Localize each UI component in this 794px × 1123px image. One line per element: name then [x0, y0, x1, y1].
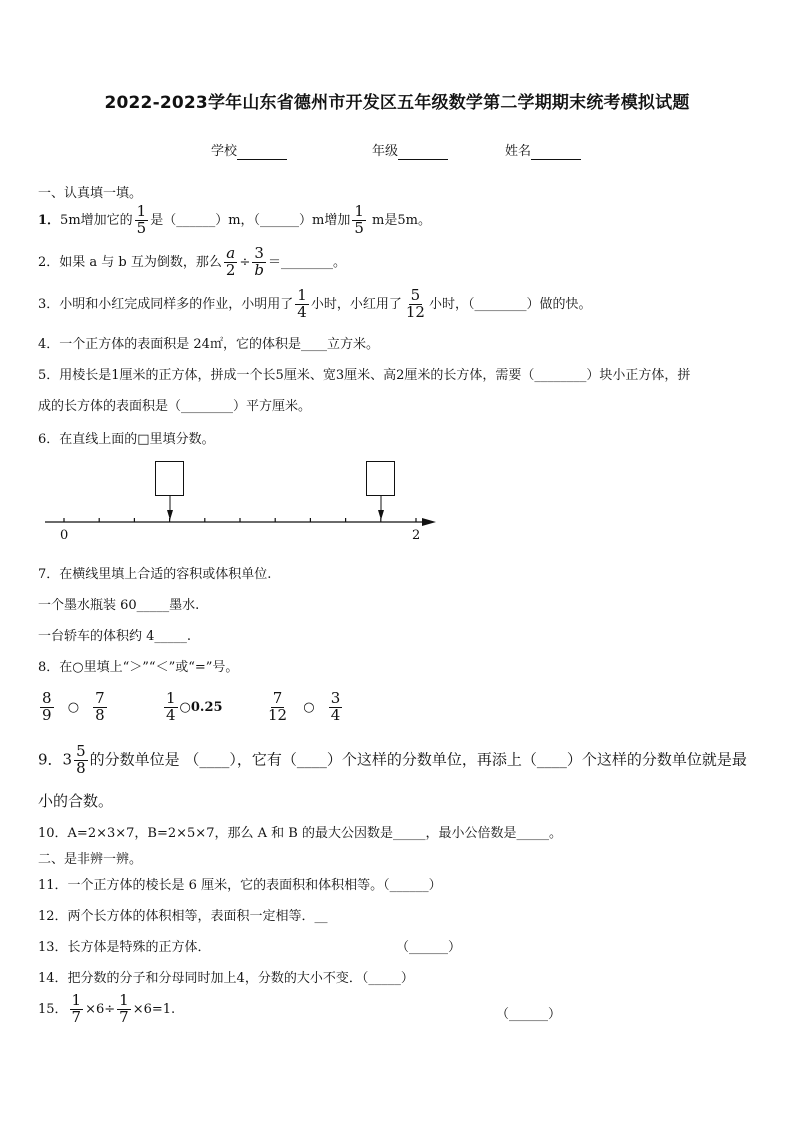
- fraction: $\frac{5}{8}$: [76, 742, 86, 777]
- fraction: $\frac{1}{7}$: [119, 991, 129, 1026]
- q2-text-a: 如果 a 与 b 互为倒数，那么: [59, 254, 222, 270]
- question-number: 10．: [38, 826, 68, 841]
- question-number: 9．: [38, 750, 63, 769]
- q7-item: 一台轿车的体积约 4_____.: [38, 629, 192, 644]
- q8-text: 在○里填上“＞”“＜”或“=”号。: [59, 660, 239, 675]
- question-number: 4．: [38, 337, 60, 352]
- fraction: $\frac{1}{5}$: [136, 202, 147, 237]
- q7-text: 在横线里填上合适的容积或体积单位.: [59, 567, 272, 582]
- number-line: [0, 0, 794, 560]
- question-number: 5．: [38, 368, 60, 383]
- q7-item: 一个墨水瓶装 60_____墨水.: [38, 598, 200, 613]
- compare-item: [38, 691, 109, 724]
- question-number: 6．: [38, 432, 60, 447]
- tick-label: 2: [412, 528, 421, 543]
- fraction: $\frac{5}{12}$: [405, 286, 425, 321]
- q12-text: 两个长方体的体积相等，表面积一定相等．__: [67, 909, 328, 924]
- arrow-icon: [422, 518, 436, 526]
- question-number: 7．: [38, 567, 60, 582]
- compare-item: [264, 691, 344, 724]
- q1-text-b: 是（______）m，（______）m增加: [150, 212, 351, 228]
- section-heading: 一、认真填一填。: [38, 186, 143, 201]
- q2-text-c: ＝________。: [267, 254, 346, 270]
- question-number: 13．: [38, 940, 68, 955]
- arrow-down-icon: [167, 510, 173, 520]
- fraction: $\frac{7}{12}$: [268, 689, 288, 724]
- grade-label: 年级: [372, 144, 399, 159]
- tick-label: 0: [60, 528, 69, 543]
- fraction: $\frac{8}{9}$: [42, 689, 52, 724]
- mixed-whole: 3: [62, 750, 73, 769]
- question-7: [38, 563, 271, 582]
- q11-text: 一个正方体的棱长是 6 厘米，它的表面积和体积相等。（______）: [67, 878, 442, 893]
- q14-text: 把分数的分子和分母同时加上4，分数的大小不变．（_____）: [67, 971, 414, 986]
- q3-text-c: 小时，（________）做的快。: [428, 296, 592, 312]
- section-heading: 二、是非辨一辨。: [38, 852, 143, 867]
- question-14: [38, 967, 414, 986]
- page-title: 2022-2023学年山东省德州市开发区五年级数学第二学期期末统考模拟试题: [104, 93, 690, 113]
- question-number: 15．: [38, 1001, 68, 1017]
- name-label: 姓名: [505, 144, 532, 159]
- question-12: [38, 905, 328, 924]
- compare-value: 0.25: [190, 699, 223, 715]
- question-number: 12．: [38, 909, 68, 924]
- fraction: $\frac{1}{5}$: [354, 202, 364, 237]
- compare-item: [162, 691, 223, 724]
- fraction: $\frac{1}{4}$: [166, 689, 176, 724]
- q10-text: A=2×3×7，B=2×5×7，那么 A 和 B 的最大公因数是_____，最小公倍数是_____。: [67, 826, 562, 841]
- fraction: $\frac{3}{b}$: [254, 244, 264, 279]
- question-number: 14．: [38, 971, 68, 986]
- fraction: $\frac{3}{4}$: [330, 689, 341, 724]
- q15-end: ×6=1.: [132, 1001, 176, 1017]
- question-15: [38, 993, 175, 1026]
- compare-circle[interactable]: ○: [179, 699, 191, 715]
- q9-text: 的分数单位是 （____），它有（____）个这样的分数单位，再添上（____）个这样的分数单位就是最: [89, 750, 747, 769]
- question-number: 2．: [38, 254, 60, 270]
- q1-text-c: m是5m。: [367, 212, 431, 228]
- fraction: $\frac{a}{2}$: [225, 244, 236, 279]
- q15-mid: ×6÷: [85, 1001, 116, 1017]
- answer-paren[interactable]: （______）: [396, 940, 462, 955]
- compare-circle[interactable]: ○: [303, 699, 315, 715]
- answer-paren[interactable]: （______）: [496, 1007, 562, 1022]
- question-number: 3．: [38, 296, 60, 312]
- q5-line1: 用棱长是1厘米的正方体，拼成一个长5厘米、宽3厘米、高2厘米的长方体，需要（________）块小正方体，拼: [59, 368, 691, 383]
- arrow-down-icon: [378, 510, 384, 520]
- fraction: $\frac{1}{7}$: [71, 991, 82, 1026]
- fraction: $\frac{1}{4}$: [297, 286, 307, 321]
- question-8: [38, 656, 238, 675]
- q6-text: 在直线上面的□里填分数。: [59, 432, 215, 447]
- question-5-cont: 成的长方体的表面积是（________）平方厘米。: [38, 399, 312, 414]
- school-label: 学校: [211, 144, 238, 159]
- q1-text-a: 5m增加它的: [60, 212, 133, 228]
- q13-text: 长方体是特殊的正方体．: [67, 940, 211, 955]
- q3-text-a: 小明和小红完成同样多的作业，小明用了: [59, 296, 294, 312]
- q4-text: 一个正方体的表面积是 24㎡，它的体积是____立方米。: [59, 337, 379, 352]
- question-9-cont: 小的合数。: [38, 792, 114, 810]
- question-11: [38, 874, 442, 893]
- question-number: 11．: [38, 878, 68, 893]
- compare-circle[interactable]: ○: [67, 699, 80, 715]
- question-number: 1．: [38, 212, 61, 228]
- question-9: [38, 744, 747, 777]
- fraction: $\frac{7}{8}$: [95, 689, 105, 724]
- question-13: [38, 936, 211, 955]
- divide-sign: ÷: [239, 254, 251, 270]
- q3-text-b: 小时，小红用了: [310, 296, 402, 312]
- question-10: [38, 822, 562, 841]
- question-number: 8．: [38, 660, 60, 675]
